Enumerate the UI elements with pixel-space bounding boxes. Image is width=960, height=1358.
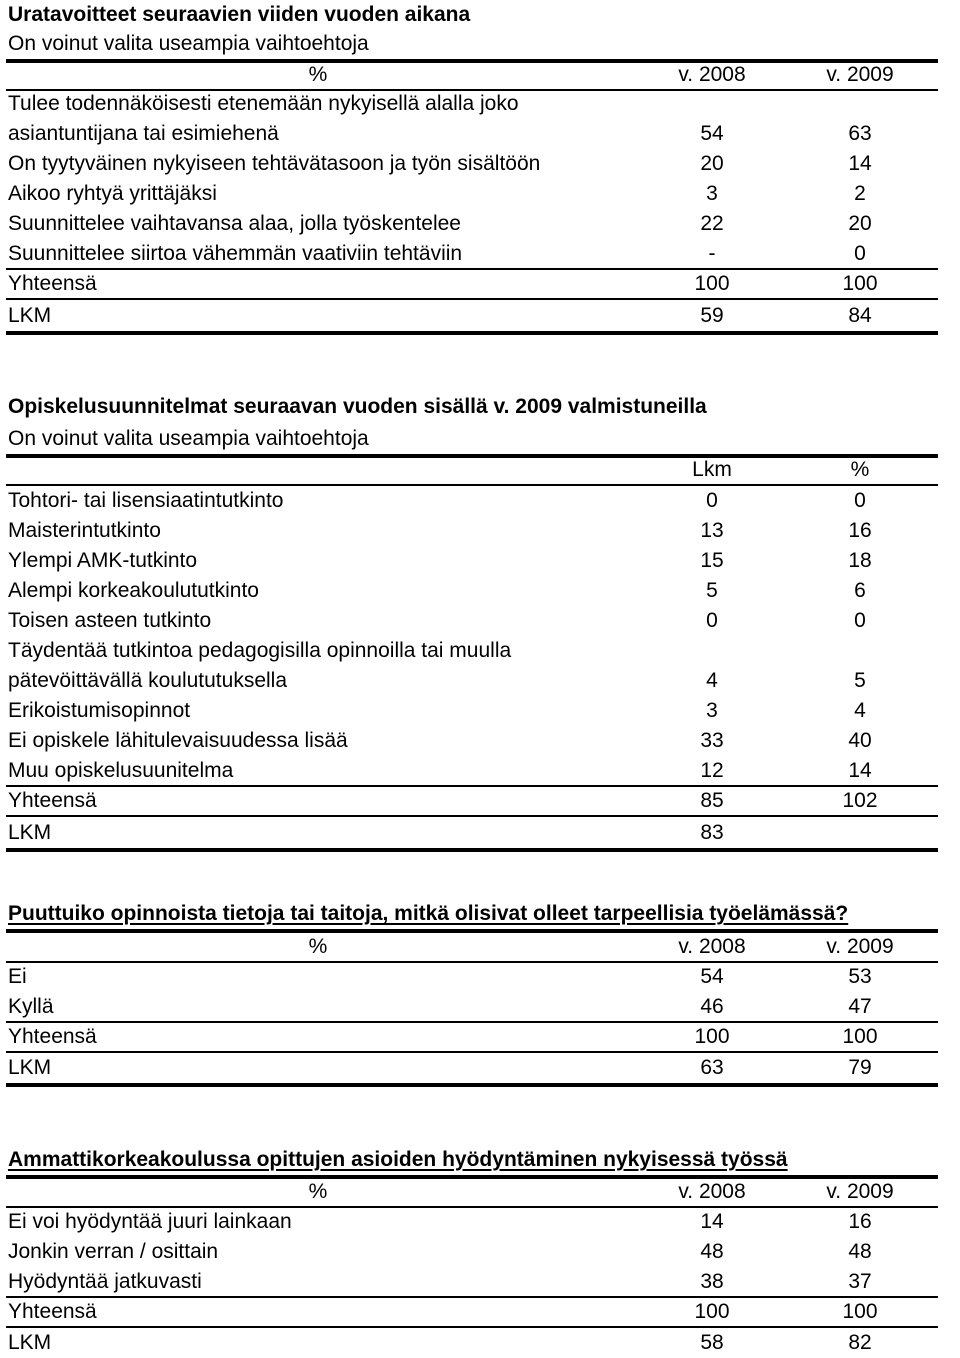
- row-rule: [6, 268, 938, 270]
- header-percent: %: [850, 458, 870, 481]
- header-percent: %: [308, 935, 328, 958]
- table-bottom-rule: [6, 1083, 938, 1087]
- table-bottom-rule: [6, 848, 938, 852]
- row-rule: [6, 785, 938, 787]
- header-bottom-rule: [6, 961, 938, 963]
- header-percent: %: [308, 63, 328, 86]
- table-bottom-rule: [6, 331, 938, 335]
- header-rule: [6, 59, 938, 63]
- section-subtitle: On voinut valita useampia vaihtoehtoja: [8, 427, 369, 450]
- row-rule: [6, 815, 938, 817]
- section-title: Opiskelusuunnitelmat seuraavan vuoden sisällä v. 2009 valmistuneilla: [8, 395, 707, 418]
- header-rule: [6, 1175, 938, 1179]
- header-2009: v. 2009: [826, 935, 894, 958]
- header-rule: [6, 929, 938, 933]
- header-2009: v. 2009: [826, 63, 894, 86]
- section-title: Uratavoitteet seuraavien viiden vuoden aikana: [8, 3, 471, 26]
- header-percent: %: [308, 1180, 328, 1203]
- section-subtitle: On voinut valita useampia vaihtoehtoja: [8, 32, 369, 55]
- header-2008: v. 2008: [678, 1180, 746, 1203]
- header-lkm: Lkm: [692, 458, 732, 481]
- row-rule: [6, 298, 938, 300]
- row-rule: [6, 1326, 938, 1328]
- row-rule: [6, 1296, 938, 1298]
- section-title: Puuttuiko opinnoista tietoja tai taitoja, mitkä olisivat olleet tarpeellisia työelämässä?: [8, 902, 849, 925]
- header-2008: v. 2008: [678, 935, 746, 958]
- row-rule: [6, 1051, 938, 1053]
- header-2008: v. 2008: [678, 63, 746, 86]
- header-2009: v. 2009: [826, 1180, 894, 1203]
- section-title: Ammattikorkeakoulussa opittujen asioiden hyödyntäminen nykyisessä työssä: [8, 1148, 788, 1171]
- row-rule: [6, 1021, 938, 1023]
- header-rule: [6, 454, 938, 458]
